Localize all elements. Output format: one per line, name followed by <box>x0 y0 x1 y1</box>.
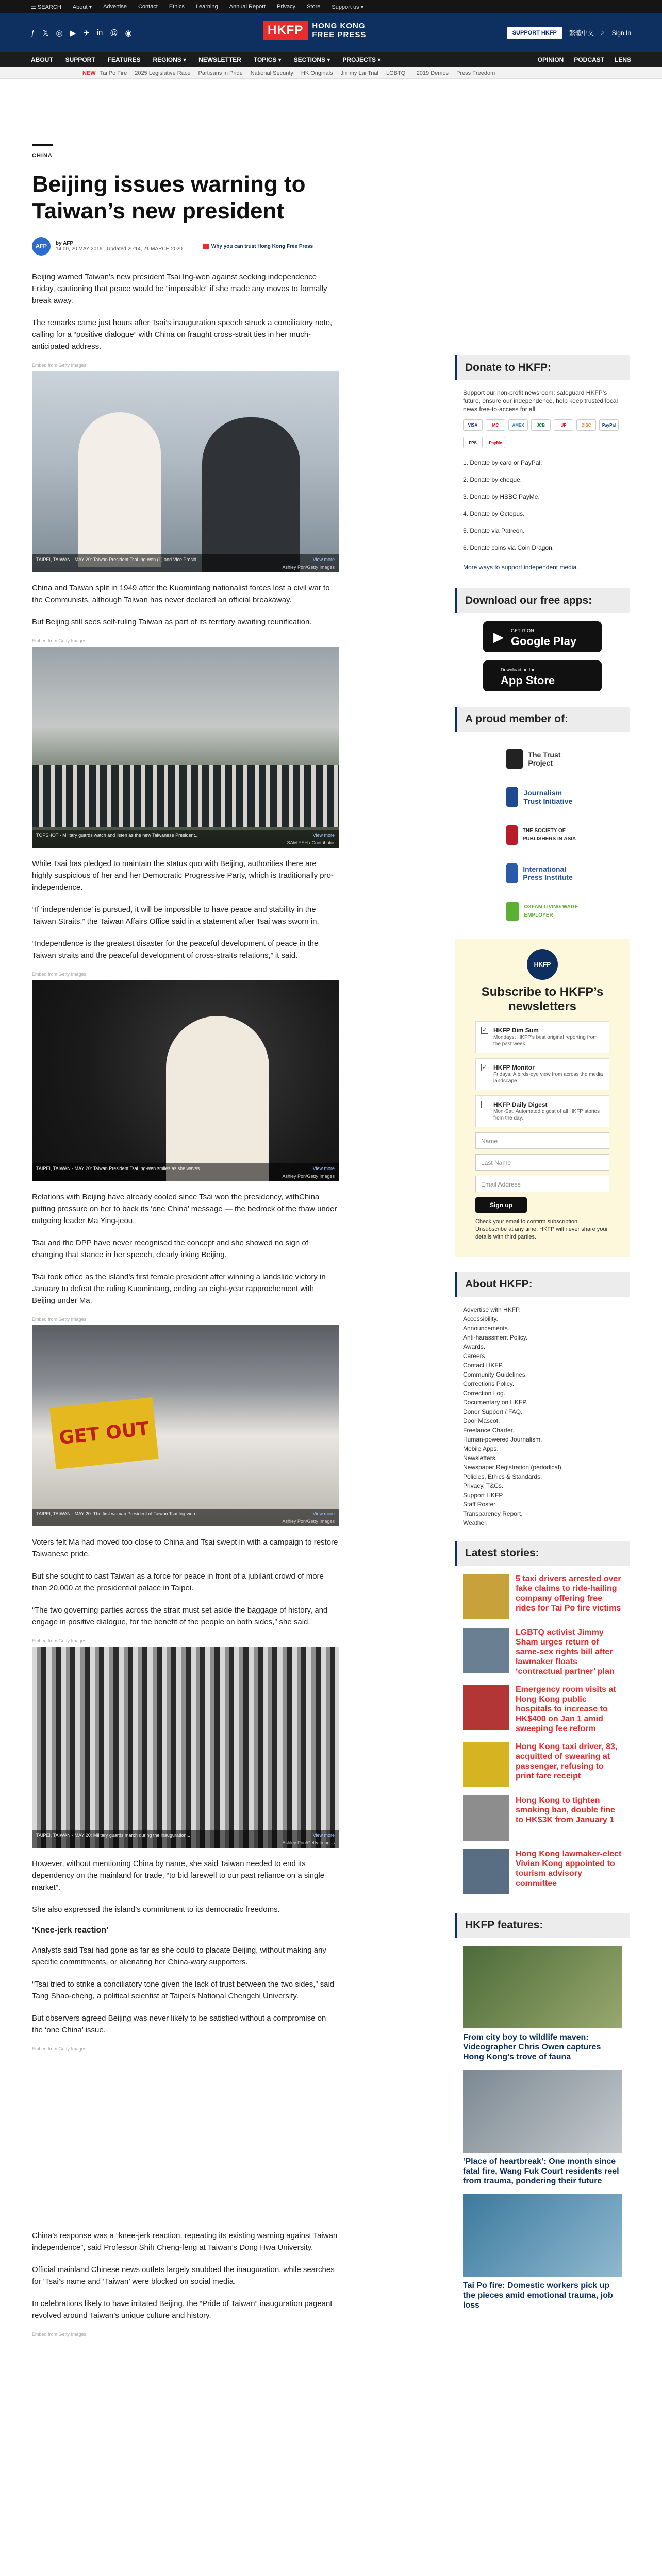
donate-option[interactable]: 5. Donate via Patreon. <box>463 522 622 539</box>
caption-text: TAIPEI, TAIWAN - MAY 20: Military guards march during the inauguration... <box>36 1833 190 1838</box>
paragraph: But observers agreed Beijing was never likely to be satisfied without a compromise on the ‘one China’ issue. <box>32 2014 326 2035</box>
feature-story[interactable] <box>455 2194 630 2318</box>
paragraph: China and Taiwan split in 1949 after the Kuomintang nationalist forces lost a civil war to the Communists, although Taiwan has never declared an official breakaway. <box>32 584 330 604</box>
trending-bar <box>0 67 662 79</box>
trending-link[interactable]: HK Originals <box>301 70 333 76</box>
app-store-big: App Store <box>501 674 555 687</box>
about-link[interactable]: Policies, Ethics & Standards. <box>463 1473 542 1480</box>
site-logo[interactable] <box>263 21 366 40</box>
newsletter-option[interactable] <box>475 1058 609 1090</box>
search-icon[interactable]: ⌕ <box>601 29 605 36</box>
topbar-about[interactable]: About ▾ <box>72 4 92 10</box>
publish-date: 14:00, 20 MAY 2016 <box>56 246 103 252</box>
about-link[interactable]: Human-powered Journalism. <box>463 1436 542 1443</box>
latest-story[interactable] <box>455 1574 630 1628</box>
about-link[interactable]: Newsletters. <box>463 1454 498 1462</box>
paragraph: Voters felt Ma had moved too close to China and Tsai swept in with a campaign to restore Taiwanese pride. <box>32 1538 338 1558</box>
story-thumbnail <box>463 1795 509 1841</box>
nav-features[interactable]: FEATURES <box>107 56 141 63</box>
discover-icon: DISC <box>576 419 596 431</box>
story-title: Hong Kong to tighten smoking ban, double fine to HK$3K from January 1 <box>516 1796 615 1824</box>
member-name: Journalism Trust Initiative <box>523 789 573 805</box>
about-link[interactable]: Corrections Policy. <box>463 1380 515 1387</box>
donate-options <box>455 454 630 556</box>
figure-person-right <box>202 417 300 572</box>
about-link[interactable]: Awards. <box>463 1343 486 1350</box>
about-link[interactable]: Accessibility. <box>463 1315 498 1323</box>
view-more-link[interactable]: View more <box>312 1511 335 1516</box>
x-icon[interactable]: 𝕏 <box>42 28 49 38</box>
about-link[interactable]: Correction Log. <box>463 1389 506 1397</box>
google-play-button[interactable] <box>483 621 602 652</box>
facebook-icon[interactable]: ƒ <box>31 28 36 37</box>
logo-mark: HKFP <box>263 21 308 40</box>
feature-story[interactable] <box>455 1946 630 2070</box>
paragraph: The remarks came just hours after Tsai’s inauguration speech struck a conciliatory note, calling for a “positive dialogue” with China on fraught cross-strait ties in her much-anticipated address. <box>32 318 333 351</box>
article-title: Beijing issues warning to Taiwan’s new president <box>32 172 306 224</box>
jti-icon <box>506 787 518 807</box>
payme-icon: PayMe <box>486 437 505 448</box>
category-label[interactable]: CHINA <box>32 152 53 159</box>
donate-option[interactable]: 2. Donate by cheque. <box>463 471 622 488</box>
nav-topics[interactable]: TOPICS ▾ <box>253 56 282 63</box>
amex-icon: AMEX <box>508 419 528 431</box>
trending-link[interactable]: Tai Po Fire <box>100 70 127 76</box>
photo-tsai-and-vp[interactable] <box>32 371 339 572</box>
paragraph: Relations with Beijing have already cooled since Tsai won the presidency, withChina putting pressure on her to back its ‘one China’ message — the bedrock of the thaw under outgoing leader Ma Ying-jeou. <box>32 1193 337 1225</box>
language-switch[interactable]: 繁體中文 <box>569 29 594 37</box>
jcb-icon: JCB <box>531 419 551 431</box>
about-link[interactable]: Transparency Report. <box>463 1510 523 1517</box>
google-play-icon: ▶ <box>493 629 504 645</box>
feature-title: ‘Place of heartbreak’: One month since fatal fire, Wang Fuk Court residents reel from trauma, pondering their future <box>463 2157 619 2185</box>
story-title: Hong Kong lawmaker-elect Vivian Kong appointed to tourism advisory committee <box>516 1850 622 1888</box>
nav-projects[interactable]: PROJECTS ▾ <box>342 56 381 63</box>
embed-label: Embed from Getty Images <box>32 2332 87 2337</box>
site-header <box>0 13 662 52</box>
embed-label: Embed from Getty Images <box>32 1638 87 1643</box>
view-more-link[interactable]: View more <box>312 833 335 838</box>
google-play-small: GET IT ON <box>511 628 534 633</box>
photo-credit: Ashley Pon/Getty Images <box>282 1840 335 1845</box>
nav-support[interactable]: SUPPORT <box>65 56 95 63</box>
ipi-icon <box>506 863 518 883</box>
payment-methods <box>455 413 630 437</box>
story-title: Emergency room visits at Hong Kong public hospitals to increase to HK$400 on Jan 1 amid sweeping fee reform <box>516 1685 616 1733</box>
byline-text <box>56 241 183 252</box>
photo-protest-banner[interactable] <box>32 1325 339 1526</box>
paragraph: Tsai and the DPP have never recognised the concept and she showed no sign of changing that stance in her speech, clearly irking Beijing. <box>32 1239 308 1259</box>
topbar-advertise[interactable]: Advertise <box>103 4 127 10</box>
about-link[interactable]: Anti-harassment Policy. <box>463 1334 528 1341</box>
main-nav <box>0 52 662 67</box>
newsletter-box <box>455 939 630 1257</box>
donate-option[interactable]: 6. Donate coins via Coin Dragon. <box>463 539 622 556</box>
embed-label: Embed from Getty Images <box>32 1317 87 1322</box>
latest-story[interactable] <box>455 1628 630 1685</box>
latest-story[interactable] <box>455 1849 630 1903</box>
paragraph: While Tsai has pledged to maintain the status quo with Beijing, authorities there are highly suspicious of her and her Democratic Progressive Party, which is traditionally pro-independence. <box>32 859 334 892</box>
paragraph: She also expressed the island’s commitment to its democratic freedoms. <box>32 1905 280 1914</box>
top-utility-bar <box>0 0 662 13</box>
embed-label: Embed from Getty Images <box>32 972 87 977</box>
sidebar <box>455 355 630 2318</box>
embed-label: Embed from Getty Images <box>32 2046 87 2052</box>
embed-placeholder <box>32 2055 339 2230</box>
figure-crowd <box>32 765 339 827</box>
photo-credit: SAM YEH / Contributor <box>287 840 335 845</box>
photo-military-guards[interactable] <box>32 647 339 848</box>
newsletter-title: Subscribe to HKFP’s newsletters <box>481 985 604 1013</box>
paragraph: However, without mentioning China by name, she said Taiwan needed to end its dependency on the mainland for trade, “to bid farewell to our past reliance on a single market”. <box>32 1859 325 1892</box>
trending-link[interactable]: LGBTQ+ <box>386 70 409 76</box>
threads-icon[interactable]: @ <box>110 28 118 37</box>
header-actions <box>507 27 631 39</box>
nav-newsletter[interactable]: NEWSLETTER <box>198 56 241 63</box>
features-heading: HKFP features: <box>455 1913 630 1938</box>
author-avatar[interactable]: AFP <box>32 237 51 256</box>
trending-link[interactable]: Partisans in Pride <box>198 70 243 76</box>
photo-credit: Ashley Pon/Getty Images <box>282 565 335 570</box>
story-title: LGBTQ activist Jimmy Sham urges return of same-sex rights bill after lawmaker floats ‘contractual partner’ plan <box>516 1628 615 1676</box>
about-link[interactable]: Donor Support / FAQ. <box>463 1408 523 1415</box>
donate-text: Support our non-profit newsroom: safeguard HKFP’s future, ensure our independence, help keep trusted local news free-to-access for all. <box>463 389 618 413</box>
nav-opinion[interactable]: OPINION <box>537 56 564 63</box>
member-ipi[interactable] <box>455 854 630 892</box>
paragraph: But Beijing still sees self-ruling Taiwan as part of its territory awaiting reunification. <box>32 618 312 626</box>
trending-link[interactable]: National Security <box>250 70 293 76</box>
topbar-ethics[interactable]: Ethics <box>169 4 185 10</box>
about-link[interactable]: Advertise with HKFP. <box>463 1306 521 1313</box>
embed-label: Embed from Getty Images <box>32 363 87 368</box>
about-links <box>455 1305 630 1528</box>
name-field[interactable]: Name <box>475 1132 609 1149</box>
photo-credit: Ashley Pon/Getty Images <box>282 1519 335 1524</box>
about-link[interactable]: Careers. <box>463 1352 487 1360</box>
support-hkfp-button[interactable]: SUPPORT HKFP <box>507 27 562 39</box>
latest-story[interactable] <box>455 1742 630 1795</box>
member-name: International Press Institute <box>523 865 573 882</box>
mastercard-icon: MC <box>486 419 505 431</box>
donate-heading: Donate to HKFP: <box>455 355 630 380</box>
trust-project-icon <box>506 749 523 769</box>
caption-text: TAIPEI, TAIWAN - MAY 20: Taiwan President Tsai Ing-wen (L) and Vice Presid... <box>36 557 201 562</box>
donate-option[interactable]: 4. Donate by Octopus. <box>463 505 622 522</box>
category-rule <box>32 144 53 146</box>
story-thumbnail <box>463 1685 509 1730</box>
trending-link[interactable]: Press Freedom <box>456 70 495 76</box>
feature-story[interactable] <box>455 2070 630 2194</box>
byline <box>32 237 339 256</box>
payment-methods-2 <box>455 437 630 454</box>
photo-marching-guards[interactable] <box>32 1647 339 1848</box>
checkbox[interactable]: ✓ <box>481 1027 488 1034</box>
story-thumbnail <box>463 1628 509 1673</box>
photo-credit: Ashley Pon/Getty Images <box>282 1174 335 1179</box>
about-link[interactable]: Mobile Apps. <box>463 1445 499 1452</box>
member-name: OXFAM LIVING WAGE EMPLOYER <box>524 904 578 918</box>
topbar-search[interactable]: ☰ SEARCH <box>31 4 61 10</box>
story-title: 5 taxi drivers arrested over fake claims to ride-hailing company offering free rides for Tai Po fire victims <box>516 1574 621 1613</box>
member-heading: A proud member of: <box>455 707 630 732</box>
nav-lens[interactable]: LENS <box>614 56 631 63</box>
more-ways-link[interactable]: More ways to support independent media. <box>463 564 578 571</box>
topbar-contact[interactable]: Contact <box>138 4 158 10</box>
member-sopa[interactable] <box>455 816 630 854</box>
nav-regions[interactable]: REGIONS ▾ <box>153 56 187 63</box>
trending-link[interactable]: Jimmy Lai Trial <box>340 70 378 76</box>
trust-text: Why you can trust Hong Kong Free Press <box>211 243 313 249</box>
about-link[interactable]: Privacy, T&Cs. <box>463 1482 504 1489</box>
option-text <box>493 1027 604 1047</box>
trending-link[interactable]: 2025 Legislative Race <box>135 70 191 76</box>
story-title: Hong Kong taxi driver, 83, acquitted of swearing at passenger, refusing to print fare receipt <box>516 1742 618 1781</box>
logo-line1: HONG KONG <box>312 22 366 30</box>
paragraph: Analysts said Tsai had gone as far as she could to placate Beijing, without making any specific commitments, or alienating her China-wary supporters. <box>32 1946 326 1967</box>
about-link[interactable]: Documentary on HKFP. <box>463 1399 528 1406</box>
rss-icon[interactable]: ◉ <box>125 28 132 38</box>
youtube-icon[interactable]: ▶ <box>70 28 76 38</box>
feature-image <box>463 1946 622 2028</box>
nav-about[interactable]: ABOUT <box>31 56 53 63</box>
nav-sections[interactable]: SECTIONS ▾ <box>293 56 330 63</box>
trending-link[interactable]: 2019 Demos <box>416 70 449 76</box>
latest-story[interactable] <box>455 1685 630 1742</box>
paragraph: Beijing warned Taiwan’s new president Tsai Ing-wen against seeking independence Friday, cautioning that peace would be “impossible” if she made any moves to formally break away. <box>32 273 327 305</box>
topbar-store[interactable]: Store <box>307 4 321 10</box>
about-link[interactable]: Support HKFP. <box>463 1492 504 1499</box>
option-name: HKFP Monitor <box>493 1064 535 1071</box>
feature-image <box>463 2070 622 2153</box>
member-oxfam[interactable] <box>455 892 630 930</box>
view-more-link[interactable]: View more <box>312 1166 335 1171</box>
about-heading: About HKFP: <box>455 1272 630 1297</box>
google-play-text <box>511 625 576 648</box>
figure-person <box>166 1016 269 1181</box>
about-link[interactable]: Door Mascot. <box>463 1417 500 1425</box>
option-name: HKFP Dim Sum <box>493 1027 539 1034</box>
visa-icon: VISA <box>463 419 483 431</box>
about-link[interactable]: Freelance Charter. <box>463 1427 515 1434</box>
about-link[interactable]: Community Guidelines. <box>463 1371 527 1378</box>
trust-icon <box>203 244 209 249</box>
topbar-learning[interactable]: Learning <box>195 4 218 10</box>
option-desc: Mon-Sat: Automated digest of all HKFP stories from the day. <box>493 1109 600 1121</box>
article <box>32 144 339 2340</box>
member-name: The Trust Project <box>528 751 561 767</box>
paragraph: Tsai took office as the island’s first female president after winning a landslide victory in January to defeat the ruling Kuomintang, ending an eight-year rapprochement with Beijing under Ma. <box>32 1273 326 1305</box>
oxfam-icon <box>506 902 519 921</box>
paragraph: “If ‘independence’ is pursued, it will be impossible to have peace and stability in the Taiwan Straits,” the Taiwan Affairs Office said in a statement after Tsai was sworn in. <box>32 905 319 926</box>
social-links <box>31 28 132 38</box>
topbar-privacy[interactable]: Privacy <box>277 4 296 10</box>
instagram-icon[interactable]: ◎ <box>56 28 63 38</box>
newsletter-logo: HKFP <box>527 949 558 980</box>
paypal-icon: PayPal <box>599 419 619 431</box>
figure-banner <box>49 1397 158 1469</box>
feature-image <box>463 2194 622 2277</box>
last-name-field[interactable]: Last Name <box>475 1154 609 1171</box>
newsletter-option[interactable] <box>475 1021 609 1053</box>
latest-story[interactable] <box>455 1795 630 1849</box>
checkbox[interactable] <box>481 1101 488 1108</box>
paragraph: China’s response was a “knee-jerk reaction, repeating its existing warning against Taiwan independence”, said Professor Shih Cheng-feng at Taiwan’s Dong Hwa University. <box>32 2231 338 2252</box>
email-field[interactable]: Email Address <box>475 1176 609 1192</box>
donate-option[interactable]: 1. Donate by card or PayPal. <box>463 454 622 471</box>
story-thumbnail <box>463 1742 509 1787</box>
trust-link[interactable] <box>203 244 313 249</box>
member-name: THE SOCIETY OF PUBLISHERS IN ASIA <box>522 828 576 842</box>
sopa-icon <box>506 825 518 845</box>
paragraph: Official mainland Chinese news outlets largely snubbed the inauguration, while searches for ‘Tsai’s name and ‘Taiwan’ were blocked on social media. <box>32 2265 335 2286</box>
nav-podcast[interactable]: PODCAST <box>574 56 604 63</box>
newsletter-option[interactable] <box>475 1095 609 1127</box>
story-thumbnail <box>463 1574 509 1619</box>
subheading: ‘Knee-jerk reaction’ <box>32 1926 109 1935</box>
view-more-link[interactable]: View more <box>312 557 335 562</box>
logo-wordmark <box>312 22 366 39</box>
option-text <box>493 1064 604 1084</box>
option-name: HKFP Daily Digest <box>493 1101 548 1108</box>
apps-heading: Download our free apps: <box>455 588 630 613</box>
paragraph: But she sought to cast Taiwan as a force for peace in front of a jubilant crowd of more than 20,000 at the presidential palace in Taipei. <box>32 1572 324 1592</box>
about-link[interactable]: Staff Roster. <box>463 1501 497 1508</box>
about-link[interactable]: Contact HKFP. <box>463 1362 504 1369</box>
updated-date: Updated 20:14, 21 MARCH 2020 <box>107 246 183 252</box>
paragraph: “Independence is the greatest disaster for the peaceful development of peace in the Taiwan straits and the peaceful development of cross-straits relations,” it said. <box>32 939 319 960</box>
newsletter-note: Check your email to confirm subscription. Unsubscribe at any time. HKFP will never share your details with third parties. <box>475 1218 608 1240</box>
option-desc: Fridays: A birds-eye view from across the media landscape. <box>493 1072 603 1084</box>
feature-title: From city boy to wildlife maven: Videographer Chris Owen captures Hong Kong’s trove of fauna <box>463 2033 601 2061</box>
new-badge: NEW <box>82 70 96 76</box>
banner-text: GET OUT <box>58 1418 151 1449</box>
sign-in-link[interactable]: Sign In <box>611 29 631 37</box>
sign-up-button[interactable]: Sign up <box>475 1197 527 1213</box>
feature-title: Tai Po fire: Domestic workers pick up the pieces amid emotional trauma, job loss <box>463 2281 613 2310</box>
paragraph: “Tsai tried to strike a conciliatory tone given the lack of trust between the two sides,” said Tang Shao-cheng, a political scientist at Taipei’s National Chengchi University. <box>32 1980 335 2001</box>
topbar-support[interactable]: Support us ▾ <box>332 4 364 10</box>
latest-heading: Latest stories: <box>455 1541 630 1566</box>
fps-icon: FPS <box>463 437 483 448</box>
figure-person-left <box>78 412 161 567</box>
member-trust-project[interactable] <box>455 740 630 778</box>
about-link[interactable]: Weather. <box>463 1519 488 1527</box>
topbar-annual-report[interactable]: Annual Report <box>229 4 266 10</box>
caption-text: TOPSHOT - Military guards watch and listen as the new Taiwanese President... <box>36 833 199 838</box>
nav-right <box>538 56 631 63</box>
donate-option[interactable]: 3. Donate by HSBC PayMe. <box>463 488 622 505</box>
photo-tsai-waving[interactable] <box>32 980 339 1181</box>
option-text <box>493 1101 604 1122</box>
about-link[interactable]: Announcements. <box>463 1325 510 1332</box>
member-jti[interactable] <box>455 778 630 816</box>
checkbox[interactable]: ✓ <box>481 1064 488 1071</box>
unionpay-icon: UP <box>554 419 573 431</box>
story-thumbnail <box>463 1849 509 1894</box>
app-store-small: Download on the <box>501 667 536 672</box>
app-store-text <box>501 665 555 687</box>
paragraph: “The two governing parties across the strait must set aside the baggage of history, and engage in positive dialogue, for the benefit of the people on both sides,” she said. <box>32 1606 328 1626</box>
caption-text: TAIPEI, TAIWAN - MAY 20: Taiwan President Tsai Ing-wen smiles as she waves... <box>36 1166 204 1171</box>
view-more-link[interactable]: View more <box>312 1833 335 1838</box>
telegram-icon[interactable]: ✈ <box>83 28 90 38</box>
author-name[interactable]: by AFP <box>56 241 74 246</box>
about-link[interactable]: Newspaper Registration (periodical). <box>463 1464 564 1471</box>
option-desc: Mondays: HKFP’s best original reporting from the past week. <box>493 1035 598 1047</box>
google-play-big: Google Play <box>511 635 577 648</box>
logo-line2: FREE PRESS <box>312 30 367 39</box>
embed-label: Embed from Getty Images <box>32 638 87 643</box>
paragraph: In celebrations likely to have irritated Beijing, the “Pride of Taiwan” inauguration pageant revolved around Taiwan’s unique culture and history. <box>32 2299 333 2320</box>
app-store-button[interactable] <box>483 660 602 691</box>
linkedin-icon[interactable]: in <box>96 28 103 37</box>
caption-text: TAIPEI, TAIWAN - MAY 20: The first woman President of Taiwan Tsai Ing-wen... <box>36 1511 199 1516</box>
